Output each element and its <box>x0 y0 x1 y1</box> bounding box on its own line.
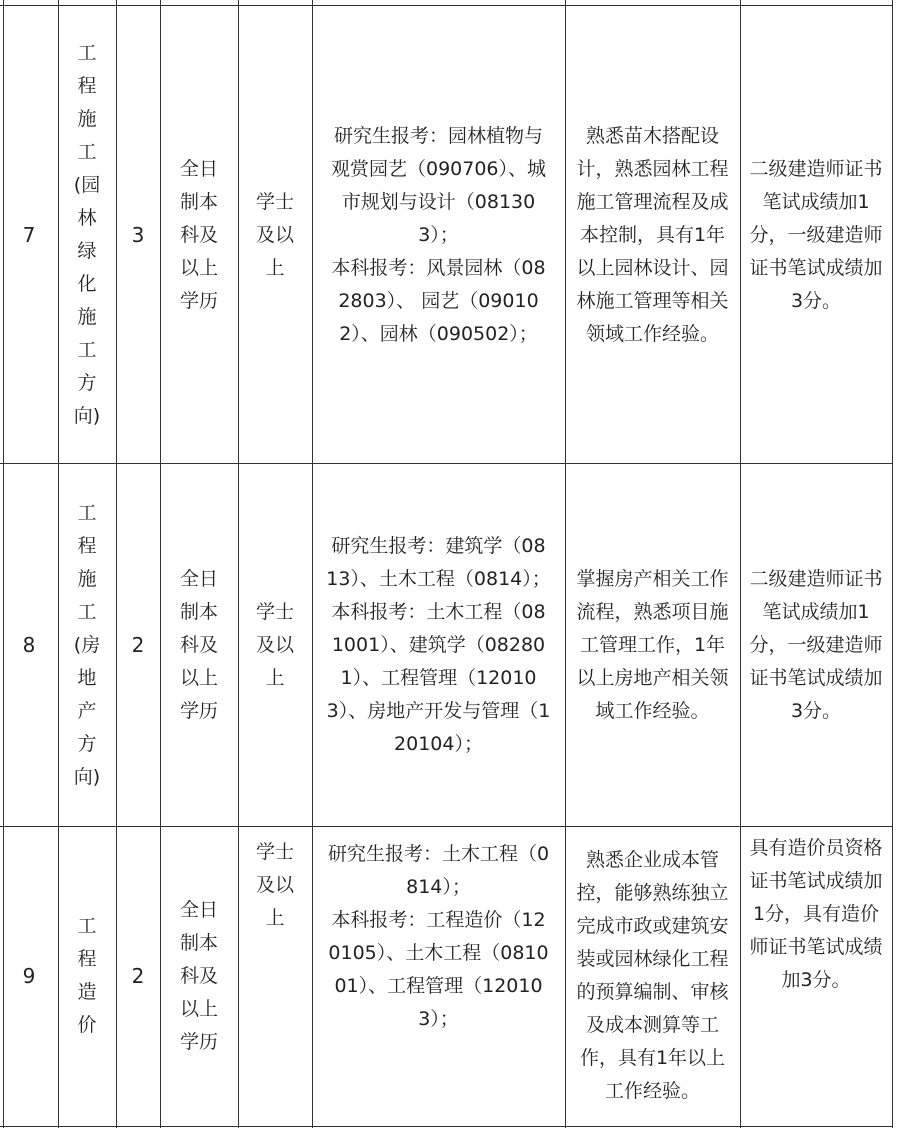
column-divider <box>312 0 313 1128</box>
position-cell <box>58 464 116 826</box>
education-requirement: 全日制本科及以上学历 <box>179 157 218 312</box>
position-cell <box>58 6 116 464</box>
table-row <box>0 6 898 464</box>
degree-requirement: 学士及以上 <box>255 600 294 689</box>
column-divider <box>238 0 239 1128</box>
job-requirements: 熟悉苗木搭配设计，熟悉园林工程施工管理流程及成本控制，具有1年以上园林设计、园林施工管理等相关领域工作经验。 <box>576 124 729 345</box>
headcount: 2 <box>131 633 145 657</box>
column-divider <box>740 0 741 1128</box>
headcount: 3 <box>131 223 145 247</box>
bonus-cell <box>740 464 892 826</box>
undergraduate-majors: 本科报考：工程造价（120105）、土木工程（081001）、工程管理（120103）； <box>328 909 549 1030</box>
bonus-cell <box>740 6 892 464</box>
position-cell <box>58 826 116 1126</box>
undergraduate-majors: 本科报考：土木工程（081001）、建筑学（082801）、工程管理（120103）、房地产开发与管理（120104）； <box>326 600 551 755</box>
education-cell <box>160 826 238 1126</box>
degree-cell <box>238 6 312 464</box>
graduate-majors: 研究生报考：园林植物与观赏园艺（090706）、城市规划与设计（081303）； <box>330 124 547 246</box>
graduate-majors: 研究生报考：土木工程（0814）； <box>327 843 550 898</box>
major-cell <box>312 464 565 826</box>
column-divider <box>565 0 566 1128</box>
education-requirement: 全日制本科及以上学历 <box>179 567 218 722</box>
undergraduate-majors: 本科报考：风景园林（082803）、 园艺（090102）、园林（090502）； <box>331 256 546 345</box>
graduate-majors: 研究生报考：建筑学（0813）、土木工程（0814）； <box>326 534 551 590</box>
job-requirements: 掌握房产相关工作流程，熟悉项目施工管理工作，1年以上房地产相关领域工作经验。 <box>576 567 729 722</box>
headcount: 2 <box>131 964 145 988</box>
bonus-points: 二级建造师证书笔试成绩加1分，一级建造师证书笔试成绩加3分。 <box>749 567 883 722</box>
row-divider <box>0 463 893 464</box>
column-divider <box>58 0 59 1128</box>
education-cell <box>160 6 238 464</box>
column-divider <box>116 0 117 1128</box>
major-cell <box>312 826 565 1126</box>
table-border-top <box>0 5 893 6</box>
position-name: 工程造价 <box>77 915 97 1036</box>
table-row <box>0 826 898 1126</box>
position-name: 工程施工(园林绿化施工方向) <box>73 42 101 427</box>
degree-cell <box>238 464 312 826</box>
degree-requirement: 学士及以上 <box>255 190 294 279</box>
requirements-cell <box>565 464 740 826</box>
degree-cell <box>238 826 312 1126</box>
degree-requirement: 学士及以上 <box>255 841 294 929</box>
row-number: 8 <box>22 633 36 657</box>
requirements-cell <box>565 826 740 1126</box>
bonus-points: 二级建造师证书笔试成绩加1分，一级建造师证书笔试成绩加3分。 <box>749 157 883 312</box>
position-name: 工程施工(房地产方向) <box>73 501 101 788</box>
requirements-cell <box>565 6 740 464</box>
column-divider <box>892 0 893 1128</box>
education-requirement: 全日制本科及以上学历 <box>179 898 218 1053</box>
row-divider <box>0 826 893 827</box>
column-divider <box>3 0 4 1128</box>
row-number: 7 <box>22 223 36 247</box>
education-cell <box>160 464 238 826</box>
job-requirements: 熟悉企业成本管控，能够熟练独立完成市政或建筑安装或园林绿化工程的预算编制、审核及成本测算等工作，具有1年以上工作经验。 <box>576 849 729 1102</box>
table-border-bottom <box>0 1126 893 1127</box>
bonus-cell <box>740 826 892 1126</box>
bonus-points: 具有造价员资格证书笔试成绩加1分，具有造价师证书笔试成绩加3分。 <box>749 837 883 991</box>
column-divider <box>160 0 161 1128</box>
table-row <box>0 464 898 826</box>
major-cell <box>312 6 565 464</box>
row-number: 9 <box>22 964 36 988</box>
